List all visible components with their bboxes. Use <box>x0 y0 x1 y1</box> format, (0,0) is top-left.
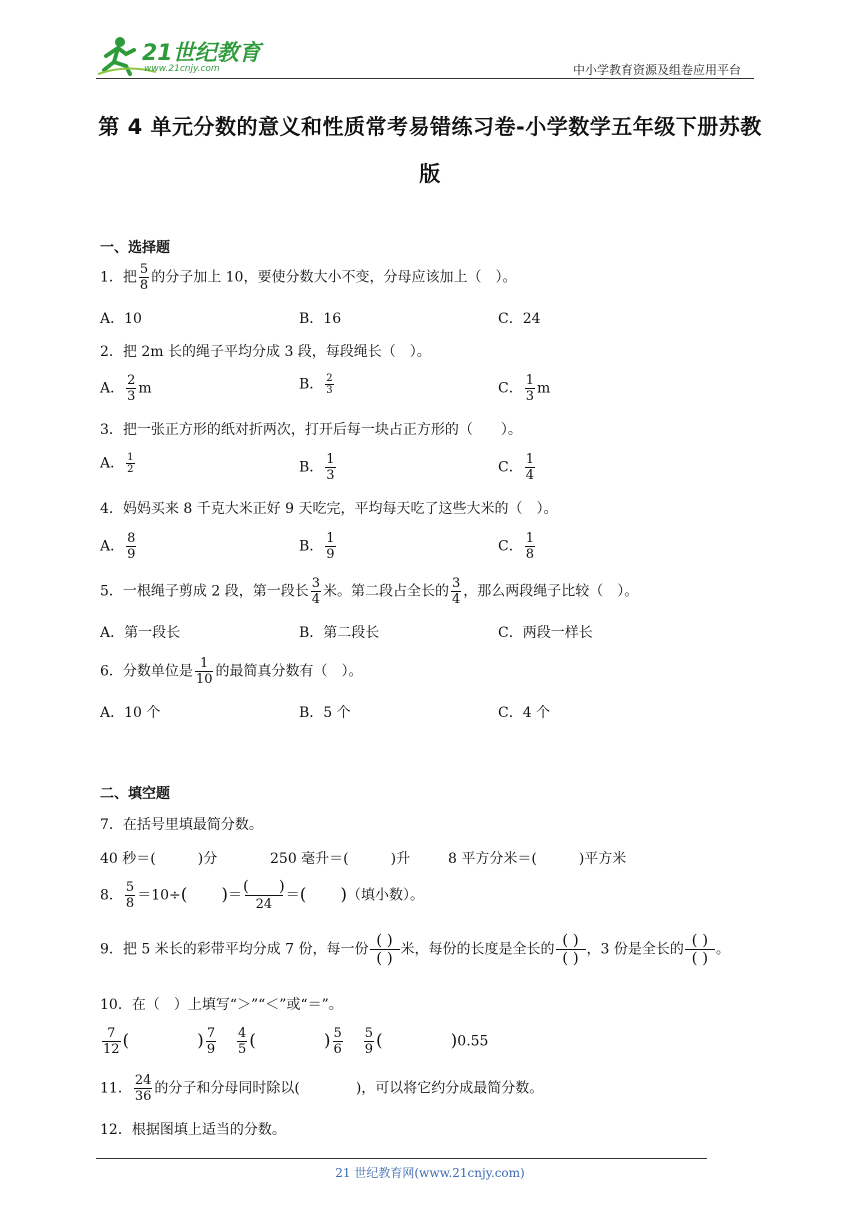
q4-option-c[interactable]: C． $\frac{1}{8}$ <box>498 531 534 562</box>
blank-9b[interactable]: ( ) ( ) <box>556 932 586 967</box>
question-10: 10．在（ ）上填写“＞”“＜”或“＝”。 <box>100 997 343 1013</box>
q5-option-b[interactable]: B．第二段长 <box>299 625 380 641</box>
q2-option-b[interactable]: B． $\frac{2}{3}$ <box>299 373 333 396</box>
question-8: 8． $\frac{5}{8}$ ＝10÷( )＝ ( ) 24 ＝( )（填小数）。 <box>100 877 424 912</box>
q6-option-c[interactable]: C．4 个 <box>498 705 551 721</box>
q6-option-a[interactable]: A．10 个 <box>100 705 161 721</box>
blank-8a[interactable]: ( ) <box>180 884 229 905</box>
footer-link[interactable]: 21 世纪教育网(www.21cnjy.com) <box>335 1166 525 1180</box>
logo-text: 21世纪教育 <box>142 41 261 66</box>
q7-blank-3[interactable]: 8 平方分米＝( )平方米 <box>448 851 627 867</box>
q4-option-b[interactable]: B． $\frac{1}{9}$ <box>299 531 335 562</box>
q7-blank-1[interactable]: 40 秒＝( )分 <box>100 851 218 867</box>
blank-10a[interactable]: ( ) <box>122 1030 204 1051</box>
q5-option-c[interactable]: C．两段一样长 <box>498 625 593 641</box>
page-title: 第 4 单元分数的意义和性质常考易错练习卷-小学数学五年级下册苏教版 <box>98 115 762 186</box>
question-12: 12．根据图填上适当的分数。 <box>100 1122 286 1138</box>
q3-option-a[interactable]: A． $\frac{1}{2}$ <box>100 452 134 475</box>
blank-8c[interactable]: ( ) <box>299 884 347 905</box>
logo <box>96 34 261 78</box>
section-choice-heading: 一、选择题 <box>100 240 170 256</box>
question-2: 2．把 2m 长的绳子平均分成 3 段，每段绳长（ ）。 <box>100 344 431 360</box>
blank-8b[interactable]: ( ) 24 <box>243 877 285 912</box>
question-4: 4．妈妈买来 8 千克大米正好 9 天吃完，平均每天吃了这些大米的（ ）。 <box>100 501 558 517</box>
question-9: 9．把 5 米长的彩带平均分成 7 份，每一份 ( ) ( ) 米，每份的长度是全长的 ( ) ( ) ，3 份是全长的 ( ) ( ) 。 <box>100 931 730 967</box>
section-fill-heading: 二、填空题 <box>100 786 170 802</box>
footer-divider <box>96 1158 707 1159</box>
q2-option-a[interactable]: A． $\frac{2}{3}$ m <box>100 373 152 404</box>
q1-option-c[interactable]: C．24 <box>498 311 541 327</box>
logo-url: www.21cnjy.com <box>144 64 220 74</box>
question-1: 1．把 $\frac{5}{8}$ 的分子加上 10，要使分数大小不变，分母应该加上（ ）。 <box>100 262 517 293</box>
q1-option-a[interactable]: A．10 <box>100 311 142 327</box>
q2-option-c[interactable]: C． $\frac{1}{3}$ m <box>498 373 551 404</box>
q3-option-c[interactable]: C． $\frac{1}{4}$ <box>498 452 534 483</box>
question-11: 11． $\frac{24}{36}$ 的分子和分母同时除以( )，可以将它约分成最简分数。 <box>100 1073 544 1104</box>
q5-option-a[interactable]: A．第一段长 <box>100 625 181 641</box>
question-5: 5．一根绳子剪成 2 段，第一段长 $\frac{3}{4}$ 米。第二段占全长的 $\frac{3}{4}$ ，那么两段绳子比较（ ）。 <box>100 576 639 607</box>
fraction: $\frac{5}{8}$ <box>139 262 149 293</box>
question-6: 6．分数单位是 $\frac{1}{10}$ 的最简真分数有（ ）。 <box>100 656 363 687</box>
q10-comparisons: $\frac{7}{12}$ ( ) $\frac{7}{9}$ $\frac{4}{5}$ ( ) $\frac{5}{6}$ $\frac{5}{9}$ ( )0.55 <box>103 1026 489 1057</box>
q6-option-b[interactable]: B．5 个 <box>299 705 351 721</box>
q4-option-a[interactable]: A． $\frac{8}{9}$ <box>100 531 136 562</box>
question-3: 3．把一张正方形的纸对折两次，打开后每一块占正方形的（ ）。 <box>100 422 522 438</box>
q1-option-b[interactable]: B．16 <box>299 311 342 327</box>
question-7: 7．在括号里填最简分数。 <box>100 817 263 833</box>
blank-9a[interactable]: ( ) ( ) <box>370 932 400 967</box>
blank-9c[interactable]: ( ) ( ) <box>685 932 715 967</box>
q3-option-b[interactable]: B． $\frac{1}{3}$ <box>299 452 335 483</box>
platform-name: 中小学教育资源及组卷应用平台 <box>573 63 742 77</box>
header-divider <box>96 78 754 79</box>
blank-10c[interactable]: ( ) <box>376 1030 458 1051</box>
q7-blank-2[interactable]: 250 毫升＝( )升 <box>270 851 411 867</box>
blank-10b[interactable]: ( ) <box>249 1030 331 1051</box>
